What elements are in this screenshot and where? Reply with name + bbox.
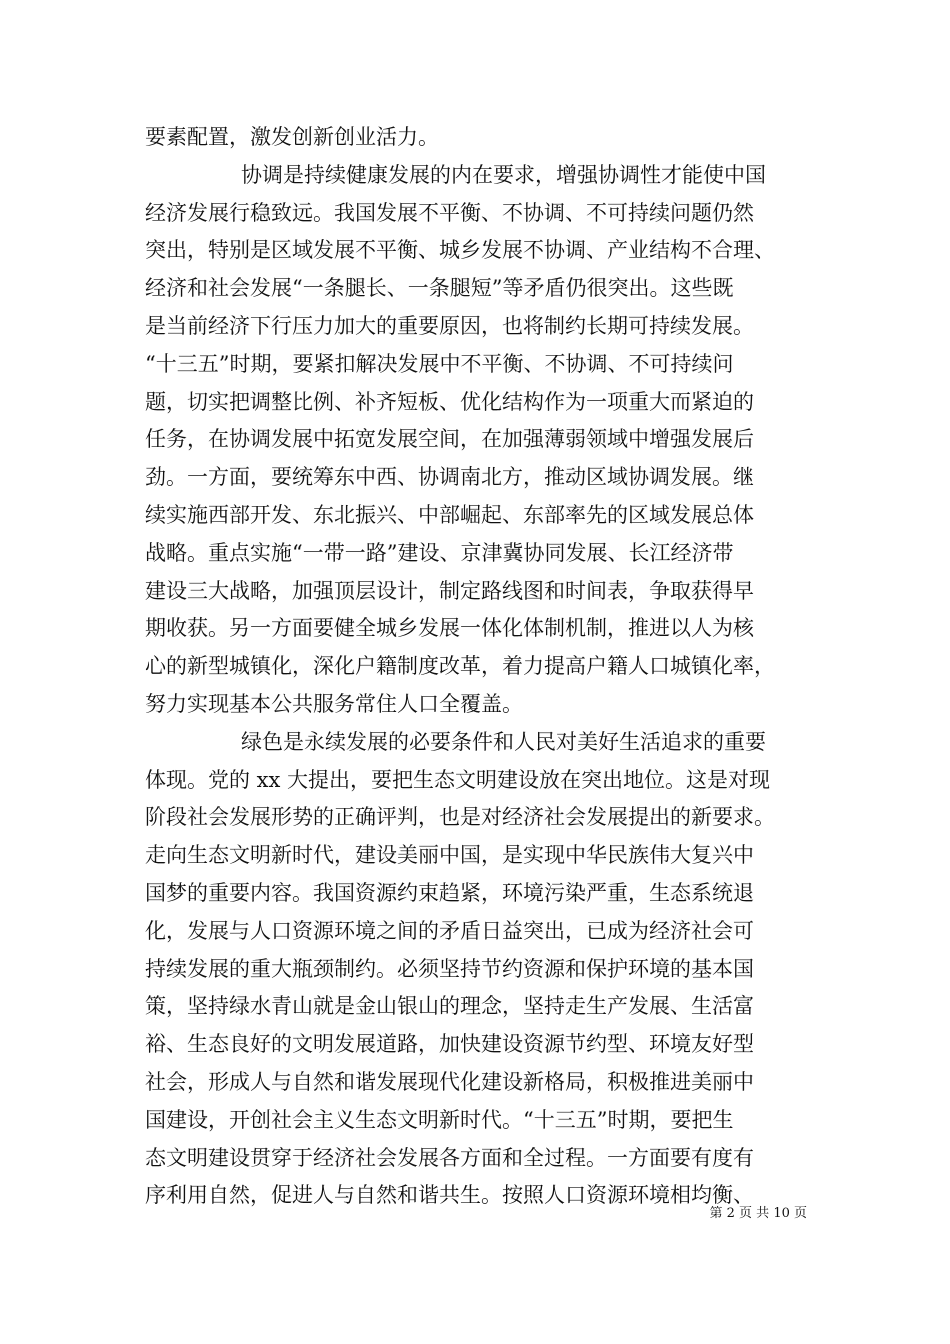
page-number-footer: 第 2 页 共 10 页 <box>709 1206 807 1221</box>
text-line: 是当前经济下行压力加大的重要原因，也将制约长期可持续发展。 <box>145 313 754 338</box>
paragraph-first-line: 绿色是永续发展的必要条件和人民对美好生活追求的重要 <box>241 729 766 754</box>
text-line: 经济和社会发展“一条腿长、一条腿短”等矛盾仍很突出。这些既 <box>145 276 734 301</box>
text-line: 阶段社会发展形势的正确评判，也是对经济社会发展提出的新要求。 <box>145 805 775 830</box>
text-line: 策，坚持绿水青山就是金山银山的理念，坚持走生产发展、生活富 <box>145 994 754 1019</box>
text-line: 国梦的重要内容。我国资源约束趋紧，环境污染严重，生态系统退 <box>145 880 754 905</box>
body-text <box>145 119 810 1215</box>
text-line: 经济发展行稳致远。我国发展不平衡、不协调、不可持续问题仍然 <box>145 200 754 225</box>
text-line: 要素配置，激发创新创业活力。 <box>145 125 439 149</box>
text-line: 持续发展的重大瓶颈制约。必须坚持节约资源和保护环境的基本国 <box>145 956 754 981</box>
text-line: 续实施西部开发、东北振兴、中部崛起、东部率先的区域发展总体 <box>145 502 754 527</box>
text-line: 题，切实把调整比例、补齐短板、优化结构作为一项重大而紧迫的 <box>145 389 754 414</box>
text-line: 突出，特别是区域发展不平衡、城乡发展不协调、产业结构不合理、 <box>145 238 775 263</box>
text-line: 社会，形成人与自然和谐发展现代化建设新格局，积极推进美丽中 <box>145 1069 754 1094</box>
text-line: 态文明建设贯穿于经济社会发展各方面和全过程。一方面要有度有 <box>145 1145 754 1170</box>
text-line: 走向生态文明新时代，建设美丽中国，是实现中华民族伟大复兴中 <box>145 843 754 868</box>
text-line: 国建设，开创社会主义生态文明新时代。“十三五”时期，要把生 <box>145 1107 734 1132</box>
text-line: 劲。一方面，要统筹东中西、协调南北方，推动区域协调发展。继 <box>145 465 754 490</box>
text-line: 化，发展与人口资源环境之间的矛盾日益突出，已成为经济社会可 <box>145 918 754 943</box>
text-line: 建设三大战略，加强顶层设计，制定路线图和时间表，争取获得早 <box>145 578 754 603</box>
paragraph-first-line: 协调是持续健康发展的内在要求，增强协调性才能使中国 <box>241 162 766 187</box>
text-line: 心的新型城镇化，深化户籍制度改革，着力提高户籍人口城镇化率， <box>145 654 775 679</box>
text-line: 裕、生态良好的文明发展道路，加快建设资源节约型、环境友好型 <box>145 1032 754 1057</box>
text-line: “十三五”时期，要紧扣解决发展中不平衡、不协调、不可持续问 <box>145 351 734 376</box>
text-line: 序利用自然，促进人与自然和谐共生。按照人口资源环境相均衡、 <box>145 1183 754 1208</box>
text-line: 任务，在协调发展中拓宽发展空间，在加强薄弱领域中增强发展后 <box>145 427 754 452</box>
text-line: 战略。重点实施“一带一路”建设、京津冀协同发展、长江经济带 <box>145 540 734 565</box>
text-line: 努力实现基本公共服务常住人口全覆盖。 <box>145 691 523 716</box>
text-line: 期收获。另一方面要健全城乡发展一体化体制机制，推进以人为核 <box>145 616 754 641</box>
text-line: 体现。党的 xx 大提出，要把生态文明建设放在突出地位。这是对现 <box>145 767 771 792</box>
